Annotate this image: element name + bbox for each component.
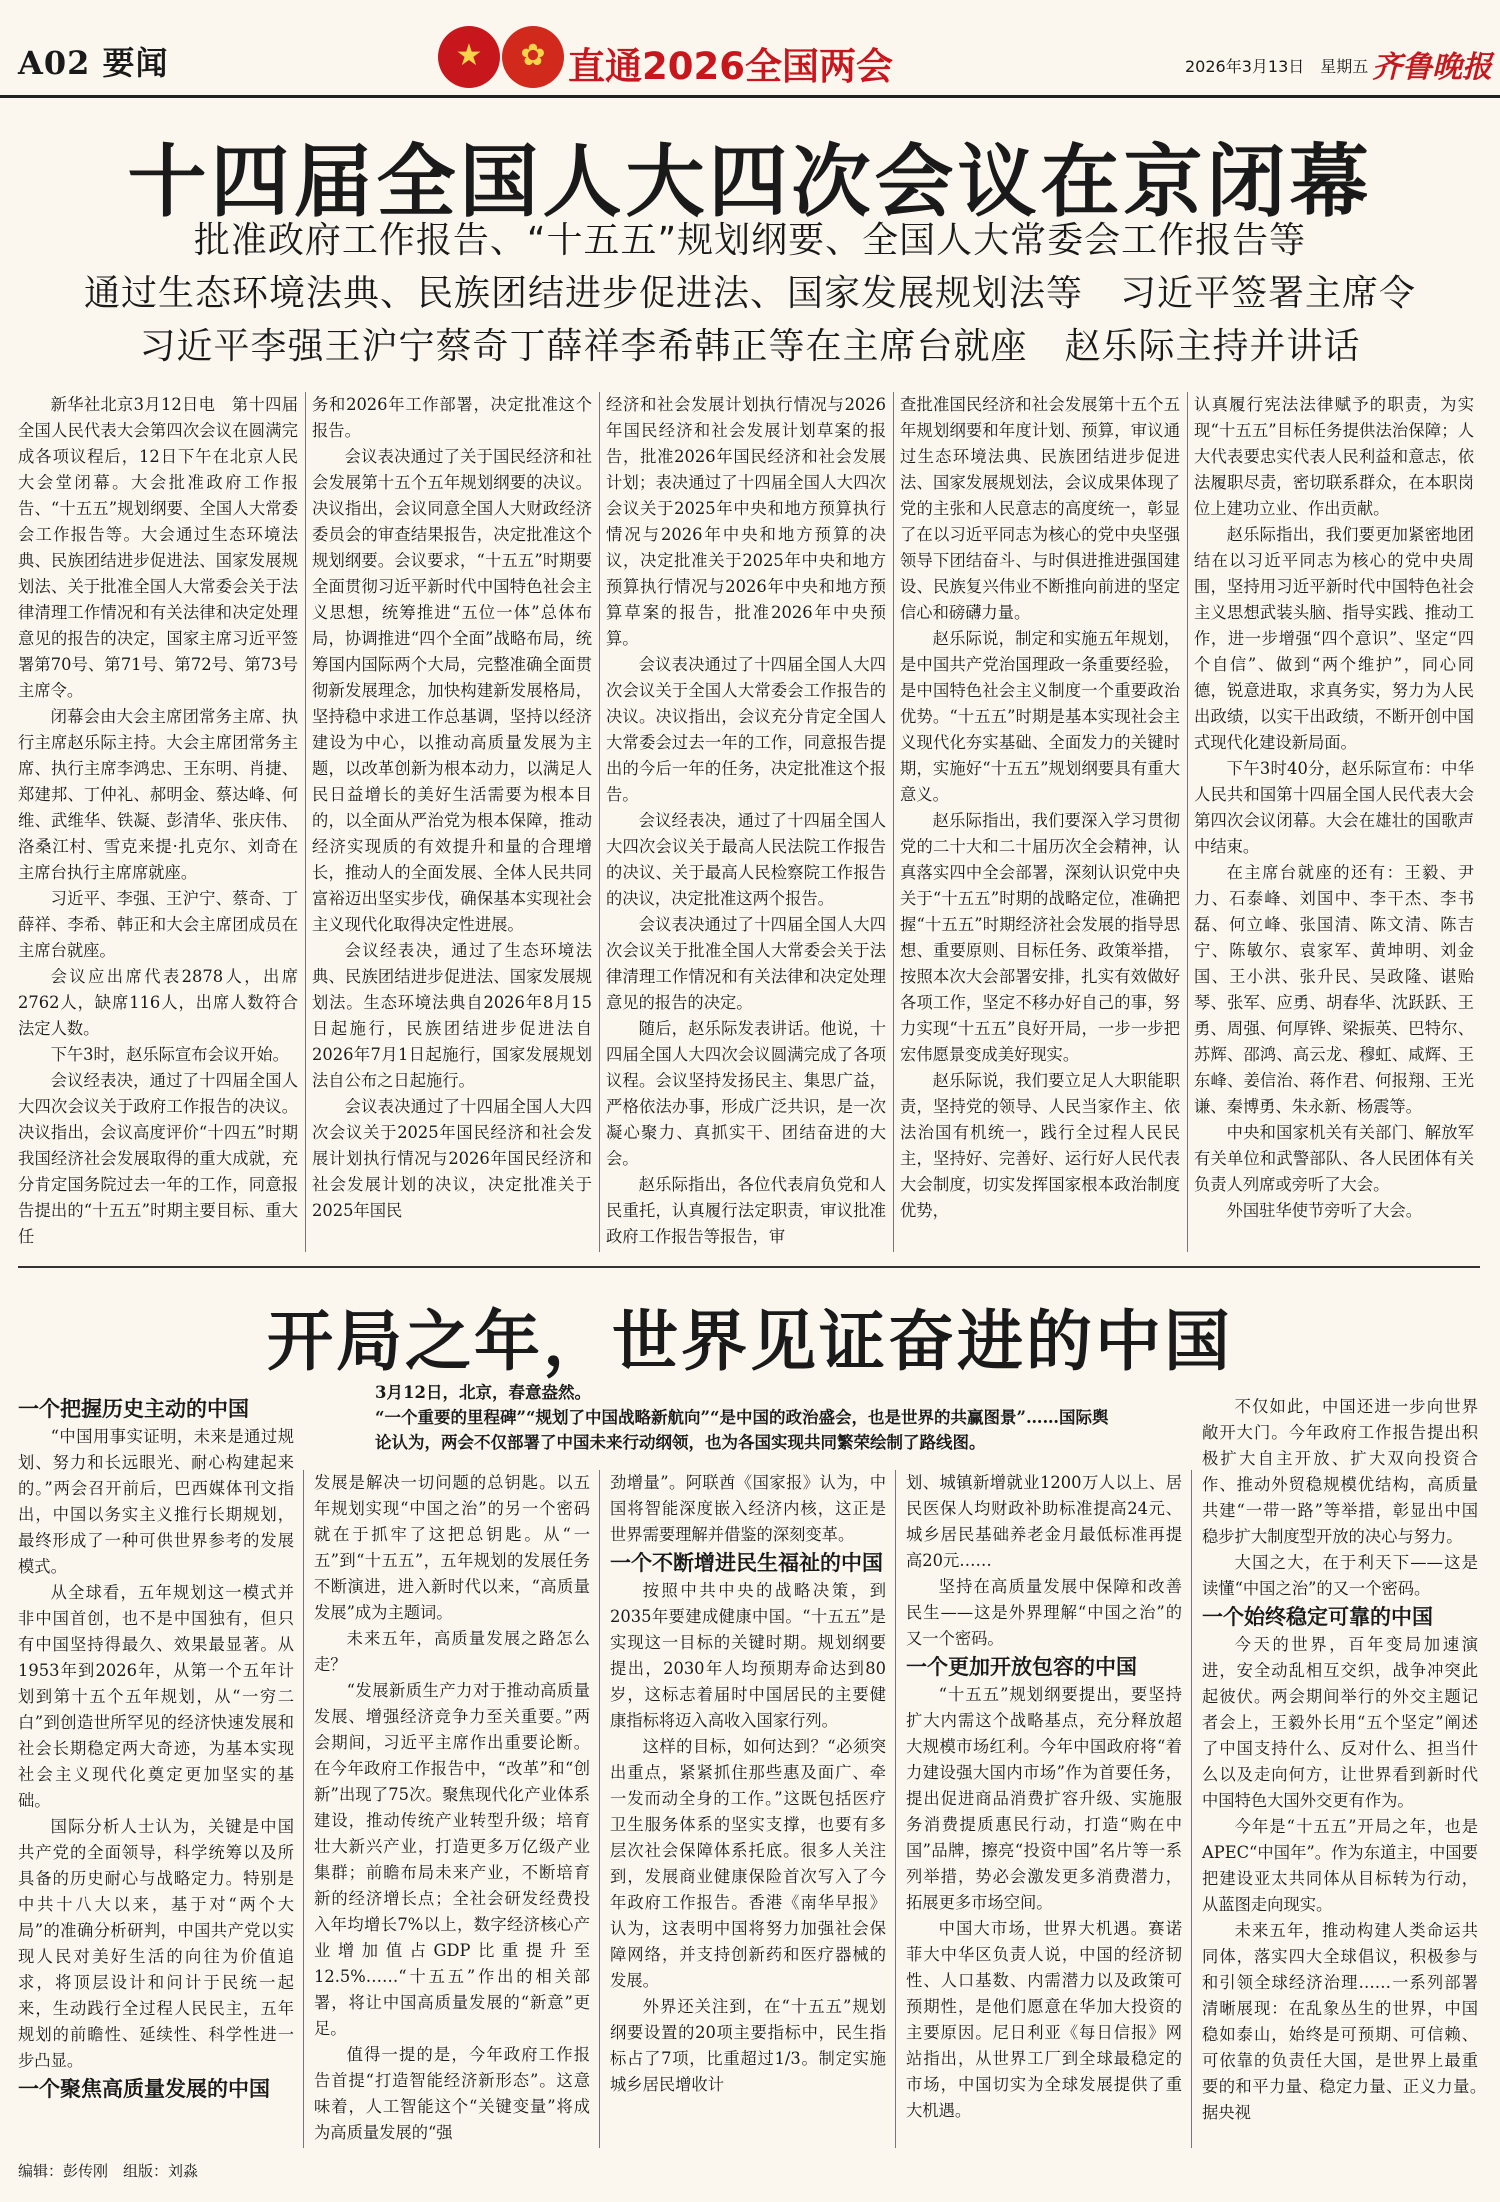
story2-column bbox=[610, 1470, 886, 2148]
paragraph: 外界还关注到，在“十五五”规划纲要设置的20项主要指标中，民生指标占了7项，比重超过1/3。制定实施城乡居民增收计 bbox=[610, 1997, 886, 2094]
story2-column bbox=[18, 1394, 294, 2148]
paragraph: 会议经表决，通过了生态环境法典、民族团结进步促进法、国家发展规划法。生态环境法典自2026年8月15日起施行，民族团结进步促进法自2026年7月1日起施行，国家发展规划法自公布之日起施行。 bbox=[312, 941, 592, 1090]
paragraph: “中国用事实证明，未来是通过规划、努力和长远眼光、耐心构建起来的。”两会召开前后，巴西媒体刊文指出，中国以务实主义推行长期规划，最终形成了一种可供世界参考的发展模式。 bbox=[18, 1427, 294, 1576]
section-banner: 直通2026全国两会 bbox=[568, 45, 893, 88]
column-rule bbox=[1187, 392, 1188, 1252]
cppcc-emblem-icon bbox=[502, 26, 564, 88]
paragraph: 赵乐际指出，我们要更加紧密地团结在以习近平同志为核心的党中央周围，坚持用习近平新时代中国特色社会主义思想武装头脑、指导实践、推动工作，进一步增强“四个意识”、坚定“四个自信”、做到“两个维护”，同心同德，锐意进取，求真务实，努力为人民出政绩，以实干出政绩，不断开创中国式现代化建设新局面。 bbox=[1194, 525, 1474, 752]
story1-subhead-2: 通过生态环境法典、民族团结进步促进法、国家发展规划法等 习近平签署主席令 bbox=[83, 273, 1416, 314]
paragraph: 习近平、李强、王沪宁、蔡奇、丁薛祥、李希、韩正和大会主席团成员在主席台就座。 bbox=[18, 889, 298, 960]
paragraph: “十五五”规划纲要提出，要坚持扩大内需这个战略基点，充分释放超大规模市场红利。今年中国政府将“着力建设强大国内市场”作为首要任务，提出促进商品消费扩容升级、实施服务消费提质惠民行动，打造“购在中国”品牌，擦亮“投资中国”名片等一系列举措，势必会激发更多消费潜力，拓展更多市场空间。 bbox=[906, 1685, 1182, 1912]
paragraph: 从全球看，五年规划这一模式并非中国首创，也不是中国独有，但只有中国坚持得最久、效果最显著。从1953年到2026年，从第一个五年计划到第十五个五年规划，从“一穷二白”到创造世所罕见的经济快速发展和社会长期稳定两大奇迹，为基本实现社会主义现代化奠定更加坚实的基础。 bbox=[18, 1583, 294, 1810]
paragraph: 赵乐际说，制定和实施五年规划，是中国共产党治国理政一条重要经验，是中国特色社会主义制度一个重要政治优势。“十五五”时期是基本实现社会主义现代化夯实基础、全面发力的关键时期，实施好“十五五”规划纲要具有重大意义。 bbox=[900, 629, 1180, 804]
story1-subhead-1: 批准政府工作报告、“十五五”规划纲要、全国人大常委会工作报告等 bbox=[193, 220, 1307, 261]
paragraph: 随后，赵乐际发表讲话。他说，十四届全国人大四次会议圆满完成了各项议程。会议坚持发扬民主、集思广益，严格依法办事，形成广泛共识，是一次凝心聚力、真抓实干、团结奋进的大会。 bbox=[606, 1019, 886, 1168]
paragraph: 不仅如此，中国还进一步向世界敞开大门。今年政府工作报告提出积极扩大自主开放、扩大双向投资合作、推动外贸稳规模优结构，高质量共建“一带一路”等举措，彰显出中国稳步扩大制度型开放的决心与努力。 bbox=[1202, 1397, 1478, 1546]
column-rule bbox=[599, 1470, 600, 2148]
paragraph: 赵乐际指出，我们要深入学习贯彻党的二十大和二十届历次全会精神，认真落实四中全会部署，深刻认识党中央关于“十五五”时期的战略定位，准确把握“十五五”时期经济社会发展的指导思想、重要原则、目标任务、政策举措，按照本次大会部署安排，扎实有效做好各项工作，坚定不移办好自己的事，努力实现“十五五”良好开局，一步一步把宏伟愿景变成美好现实。 bbox=[900, 811, 1180, 1064]
subsection-heading: 一个始终稳定可靠的中国 bbox=[1202, 1605, 1433, 1629]
story2-column bbox=[1202, 1394, 1495, 2148]
paragraph: 查批准国民经济和社会发展第十五个五年规划纲要和年度计划、预算，审议通过生态环境法典、民族团结进步促进法、国家发展规划法，会议成果体现了党的主张和人民意志的高度统一，彰显了在以习近平同志为核心的党中央坚强领导下团结奋斗、与时俱进推进强国建设、民族复兴伟业不断推向前进的坚定信心和磅礴力量。 bbox=[900, 395, 1180, 622]
paragraph: 划、城镇新增就业1200万人以上、居民医保人均财政补助标准提高24元、城乡居民基础养老金月最低标准再提高20元…… bbox=[906, 1473, 1182, 1570]
column-rule bbox=[1191, 1470, 1192, 2148]
page-header bbox=[0, 0, 1500, 98]
paragraph: 下午3时，赵乐际宣布会议开始。 bbox=[50, 1045, 289, 1064]
column-rule bbox=[599, 392, 600, 1252]
paragraph: 大国之大，在于利天下——这是读懂“中国之治”的又一个密码。 bbox=[1202, 1553, 1478, 1598]
story1-column bbox=[312, 392, 592, 1252]
paragraph: 务和2026年工作部署，决定批准这个报告。 bbox=[312, 395, 592, 440]
paragraph: 会议表决通过了十四届全国人大四次会议关于全国人大常委会工作报告的决议。决议指出，会议充分肯定全国人大常委会过去一年的工作，同意报告提出的今后一年的任务，决定批准这个报告。 bbox=[606, 655, 886, 804]
paragraph: 这样的目标，如何达到？“必须突出重点，紧紧抓住那些惠及面广、牵一发而动全身的工作。”这既包括医疗卫生服务体系的坚实支撑，也要有多层次社会保障体系托底。很多人关注到，发展商业健康保险首次写入了今年政府工作报告。香港《南华早报》认为，这表明中国将努力加强社会保障网络，并支持创新药和医疗器械的发展。 bbox=[610, 1737, 886, 1990]
paragraph: 发展是解决一切问题的总钥匙。以五年规划实现“中国之治”的另一个密码就在于抓牢了这把总钥匙。从“一五”到“十五五”，五年规划的发展任务不断演进，进入新时代以来，“高质量发展”成为主题词。 bbox=[314, 1473, 590, 1622]
paragraph: 国际分析人士认为，关键是中国共产党的全面领导，科学统筹以及所具备的历史耐心与战略定力。特别是中共十八大以来，基于对“两个大局”的准确分析研判，中国共产党以实现人民对美好生活的向往为价值追求，将顶层设计和问计于民统一起来，生动践行全过程人民民主，五年规划的前瞻性、延续性、科学性进一步凸显。 bbox=[18, 1817, 294, 2070]
column-rule bbox=[305, 392, 306, 1252]
subsection-heading: 一个更加开放包容的中国 bbox=[906, 1655, 1137, 1679]
column-rule bbox=[893, 392, 894, 1252]
paragraph: 在主席台就座的还有：王毅、尹力、石泰峰、刘国中、李干杰、李书磊、何立峰、张国清、陈文清、陈吉宁、陈敏尔、袁家军、黄坤明、刘金国、王小洪、张升民、吴政隆、谌贻琴、张军、应勇、胡春华、沈跃跃、王勇、周强、何厚铧、梁振英、巴特尔、苏辉、邵鸿、高云龙、穆虹、咸辉、王东峰、姜信治、蒋作君、何报翔、王光谦、秦博勇、朱永新、杨震等。 bbox=[1194, 863, 1474, 1116]
paragraph: 经济和社会发展计划执行情况与2026年国民经济和社会发展计划草案的报告，批准2026年国民经济和社会发展计划；表决通过了十四届全国人大四次会议关于2025年中央和地方预算执行情况与2026年中央和地方预算的决议，决定批准关于2025年中央和地方预算执行情况与2026年中央和地方预算草案的报告，批准2026年中央预算。 bbox=[606, 395, 886, 648]
paragraph: 赵乐际说，我们要立足人大职能职责，坚持党的领导、人民当家作主、依法治国有机统一，践行全过程人民民主，坚持好、完善好、运行好人民代表大会制度，切实发挥国家根本政治制度优势， bbox=[900, 1071, 1180, 1220]
story1-subhead-3: 习近平李强王沪宁蔡奇丁薛祥李希韩正等在主席台就座 赵乐际主持并讲话 bbox=[139, 326, 1361, 367]
page-footer: 编辑：彭传刚 组版：刘淼 bbox=[18, 2162, 199, 2180]
story1-headline: 十四届全国人大四次会议在京闭幕 bbox=[127, 136, 1373, 228]
paragraph: 新华社北京3月12日电 第十四届全国人民代表大会第四次会议在圆满完成各项议程后，12日下午在北京人民大会堂闭幕。大会批准政府工作报告、“十五五”规划纲要、全国人大常委会工作报告等。大会通过生态环境法典、民族团结进步促进法、国家发展规划法、关于批准全国人大常委会关于法律清理工作情况和有关法律和决定处理意见的报告的决定，国家主席习近平签署第70号、第71号、第72号、第73号主席令。 bbox=[18, 395, 298, 700]
paragraph: “发展新质生产力对于推动高质量发展、增强经济竞争力至关重要。”两会期间，习近平主席作出重要论断。在今年政府工作报告中，“改革”和“创新”出现了75次。聚焦现代化产业体系建设，推动传统产业转型升级；培育壮大新兴产业，打造更多万亿级产业集群；前瞻布局未来产业，不断培育新的经济增长点；全社会研发经费投入年均增长7%以上，数字经济核心产业增加值占GDP比重提升至12.5%……“十五五”作出的相关部署，将让中国高质量发展的“新意”更足。 bbox=[314, 1681, 590, 2038]
column-rule bbox=[895, 1470, 896, 2148]
paragraph: 闭幕会由大会主席团常务主席、执行主席赵乐际主持。大会主席团常务主席、执行主席李鸿忠、王东明、肖捷、郑建邦、丁仲礼、郝明金、蔡达峰、何维、武维华、铁凝、彭清华、张庆伟、洛桑江村、雪克来提·扎克尔、刘奇在主席台执行主席席就座。 bbox=[18, 707, 298, 882]
subsection-heading: 一个不断增进民生福祉的中国 bbox=[610, 1551, 883, 1575]
paragraph: 今年是“十五五”开局之年，也是APEC“中国年”。作为东道主，中国要把建设亚太共同体从目标转为行动，从蓝图走向现实。 bbox=[1202, 1817, 1478, 1914]
paragraph: 外国驻华使节旁听了大会。 bbox=[1226, 1201, 1422, 1220]
paragraph: 会议应出席代表2878人，出席2762人，缺席116人，出席人数符合法定人数。 bbox=[18, 967, 298, 1038]
paragraph: 中国大市场，世界大机遇。赛诺菲大中华区负责人说，中国的经济韧性、人口基数、内需潜力以及政策可预期性，是他们愿意在华加大投资的主要原因。尼日利亚《每日信报》网站指出，从世界工厂到全球最稳定的市场，中国切实为全球发展提供了重大机遇。 bbox=[906, 1919, 1182, 2120]
paragraph: 未来五年，推动构建人类命运共同体，落实四大全球倡议，积极参与和引领全球经济治理……一系列部署清晰展现：在乱象丛生的世界，中国稳如泰山，始终是可预期、可信赖、可依靠的负责任大国，是世界上最重要的和平力量、稳定力量、正义力量。 据央视 bbox=[1202, 1921, 1495, 2122]
paragraph: 值得一提的是，今年政府工作报告首提“打造智能经济新形态”。这意味着，人工智能这个“关键变量”将成为高质量发展的“强 bbox=[314, 2045, 590, 2142]
paragraph: 会议经表决，通过了十四届全国人大四次会议关于政府工作报告的决议。决议指出，会议高度评价“十四五”时期我国经济社会发展取得的重大成就，充分肯定国务院过去一年的工作，同意报告提出的“十五五”时期主要目标、重大任 bbox=[18, 1071, 298, 1246]
paragraph: 会议表决通过了十四届全国人大四次会议关于2025年国民经济和社会发展计划执行情况与2026年国民经济和社会发展计划的决议，决定批准关于2025年国民 bbox=[312, 1097, 592, 1220]
paragraph: 会议表决通过了十四届全国人大四次会议关于批准全国人大常委会关于法律清理工作情况和有关法律和决定处理意见的报告的决定。 bbox=[606, 915, 886, 1012]
paragraph: 中央和国家机关有关部门、解放军有关单位和武警部队、各人民团体有关负责人列席或旁听了大会。 bbox=[1194, 1123, 1474, 1194]
column-rule bbox=[303, 1470, 304, 2148]
national-emblem-icon bbox=[438, 26, 500, 88]
paragraph: 会议表决通过了关于国民经济和社会发展第十五个五年规划纲要的决议。决议指出，会议同意全国人大财政经济委员会的审查结果报告，决定批准这个规划纲要。会议要求，“十五五”时期要全面贯彻习近平新时代中国特色社会主义思想，统筹推进“五位一体”总体布局，协调推进“四个全面”战略布局，统筹国内国际两个大局，完整准确全面贯彻新发展理念，加快构建新发展格局，坚持稳中求进工作总基调，坚持以经济建设为中心，以推动高质量发展为主题，以改革创新为根本动力，以满足人民日益增长的美好生活需要为根本目的，以全面从严治党为根本保障，推动经济实现质的有效提升和量的合理增长，推动人的全面发展、全体人民共同富裕迈出坚实步伐，确保基本实现社会主义现代化取得决定性进展。 bbox=[312, 447, 592, 934]
story2-headline: 开局之年，世界见证奋进的中国 bbox=[267, 1303, 1233, 1380]
subsection-heading: 一个把握历史主动的中国 bbox=[18, 1397, 249, 1421]
story2-column bbox=[906, 1470, 1182, 2148]
story1-column bbox=[606, 392, 886, 1252]
paragraph: 未来五年，高质量发展之路怎么走？ bbox=[314, 1629, 590, 1674]
paragraph: 认真履行宪法法律赋予的职责，为实现“十五五”目标任务提供法治保障；人大代表要忠实代表人民利益和意志，依法履职尽责，密切联系群众，在本职岗位上建功立业、作出贡献。 bbox=[1194, 395, 1474, 518]
story1-column bbox=[1194, 392, 1474, 1252]
paragraph: 按照中共中央的战略决策，到2035年要建成健康中国。“十五五”是实现这一目标的关键时期。规划纲要提出，2030年人均预期寿命达到80岁，这标志着届时中国居民的主要健康指标将迈入高收入国家行列。 bbox=[610, 1581, 886, 1730]
paragraph: 会议经表决，通过了十四届全国人大四次会议关于最高人民法院工作报告的决议、关于最高人民检察院工作报告的决议，决定批准这两个报告。 bbox=[606, 811, 886, 908]
story2-lead-text: “一个重要的里程碑”“规划了中国战略新航向”“是中国的政治盛会，也是世界的共赢图景”……国际舆论认为，两会不仅部署了中国未来行动纲领，也为各国实现共同繁荣绘制了路线图。 bbox=[375, 1408, 1109, 1452]
story1-column bbox=[900, 392, 1180, 1252]
story1-column bbox=[18, 392, 298, 1252]
paragraph: 坚持在高质量发展中保障和改善民生——这是外界理解“中国之治”的又一个密码。 bbox=[906, 1577, 1182, 1648]
section-divider bbox=[18, 1266, 1480, 1268]
newspaper-logo: 齐鲁晚报 bbox=[1372, 50, 1492, 85]
subsection-heading: 一个聚焦高质量发展的中国 bbox=[18, 2077, 270, 2101]
story2-dateline: 3月12日，北京，春意盎然。 bbox=[375, 1383, 591, 1402]
issue-date: 2026年3月13日 星期五 bbox=[1185, 57, 1369, 76]
page-number: A02 要闻 bbox=[18, 44, 169, 82]
paragraph: 今天的世界，百年变局加速演进，安全动乱相互交织，战争冲突此起彼伏。两会期间举行的外交主题记者会上，王毅外长用“五个坚定”阐述了中国支持什么、反对什么、担当什么以及走向何方，让世界看到新时代中国特色大国外交更有作为。 bbox=[1202, 1635, 1478, 1810]
story2-column bbox=[314, 1470, 590, 2148]
paragraph: 赵乐际指出，各位代表肩负党和人民重托，认真履行法定职责，审议批准政府工作报告等报告，审 bbox=[606, 1175, 886, 1246]
paragraph: 劲增量”。阿联酋《国家报》认为，中国将智能深度嵌入经济内核，这正是世界需要理解并借鉴的深刻变革。 bbox=[610, 1473, 886, 1544]
story2-lead bbox=[375, 1380, 1115, 1455]
paragraph: 下午3时40分，赵乐际宣布：中华人民共和国第十四届全国人民代表大会第四次会议闭幕。大会在雄壮的国歌声中结束。 bbox=[1194, 759, 1474, 856]
